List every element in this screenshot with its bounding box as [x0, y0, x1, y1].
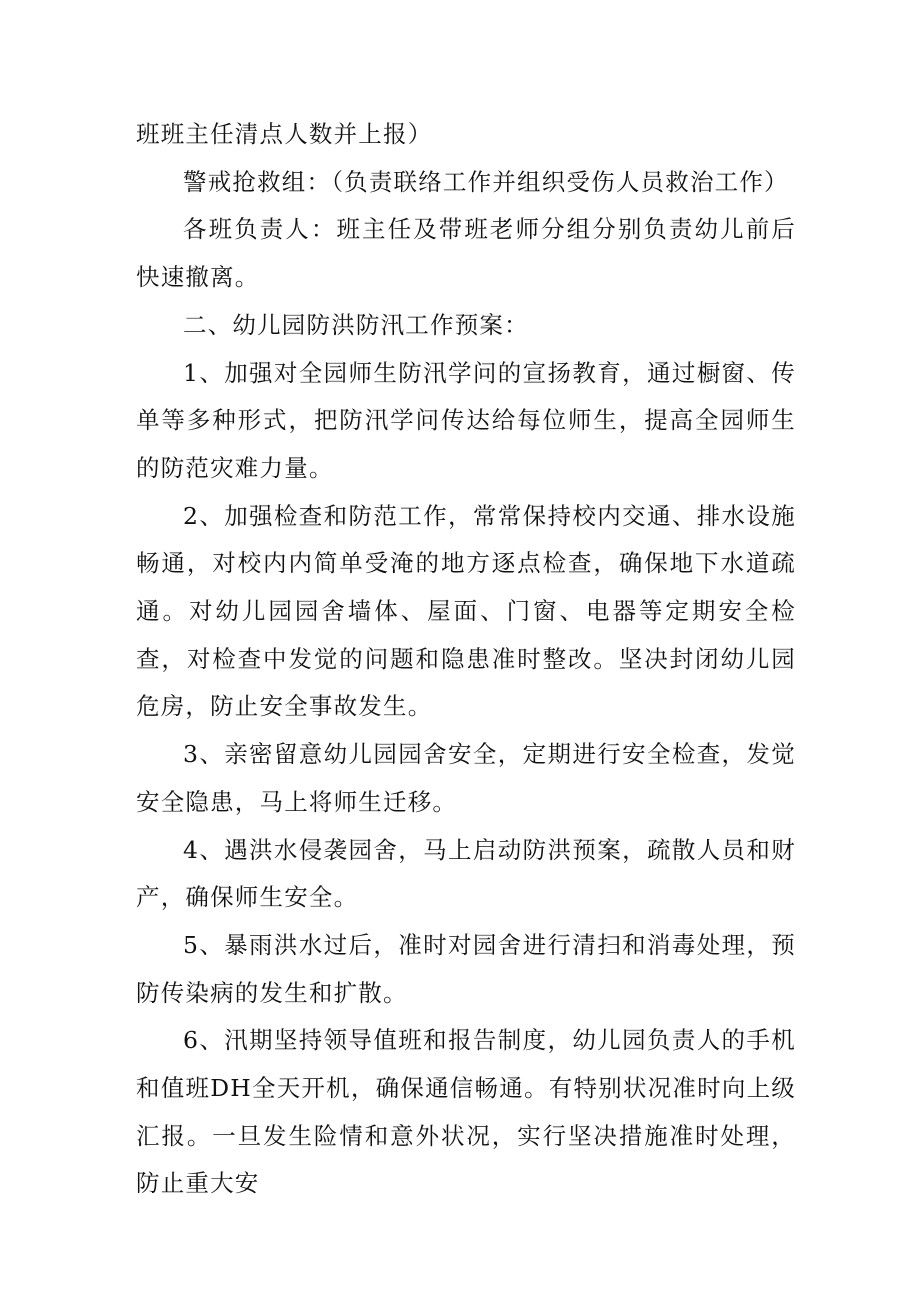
paragraph-item-3: 3、亲密留意幼儿园园舍安全，定期进行安全检查，发觉安全隐患，马上将师生迁移。	[136, 740, 796, 816]
paragraph-item-1: 1、加强对全园师生防汛学问的宣扬教育，通过橱窗、传单等多种形式，把防汛学问传达给每位师生，提高全园师生的防范灾难力量。	[136, 358, 796, 482]
document-body	[136, 111, 796, 1208]
paragraph-item-4: 4、遇洪水侵袭园舍，马上启动防洪预案，疏散人员和财产，确保师生安全。	[136, 835, 796, 912]
paragraph-class-leaders: 各班负责人：班主任及带班老师分组分别负责幼儿前后快速撤离。	[136, 215, 796, 292]
paragraph-item-2: 2、加强检查和防范工作，常常保持校内交通、排水设施畅通，对校内内简单受淹的地方逐点检查，确保地下水道疏通。对幼儿园园舍墙体、屋面、门窗、电器等定期安全检查，对检查中发觉的问题和隐患准时整改。坚决封闭幼儿园危房，防止安全事故发生。	[136, 501, 796, 721]
paragraph-continuation: 班班主任清点人数并上报）	[136, 120, 433, 148]
paragraph-warning-rescue-group: 警戒抢救组：（负责联络工作并组织受伤人员救治工作）	[183, 167, 789, 196]
section-heading-flood-plan: 二、幼儿园防洪防汛工作预案：	[183, 310, 529, 339]
paragraph-item-5: 5、暴雨洪水过后，准时对园舍进行清扫和消毒处理，预防传染病的发生和扩散。	[136, 930, 796, 1007]
paragraph-item-6: 6、汛期坚持领导值班和报告制度，幼儿园负责人的手机和值班DH全天开机，确保通信畅通。有特别状况准时向上级汇报。一旦发生险情和意外状况，实行坚决措施准时处理，防止重大安	[136, 1026, 796, 1198]
